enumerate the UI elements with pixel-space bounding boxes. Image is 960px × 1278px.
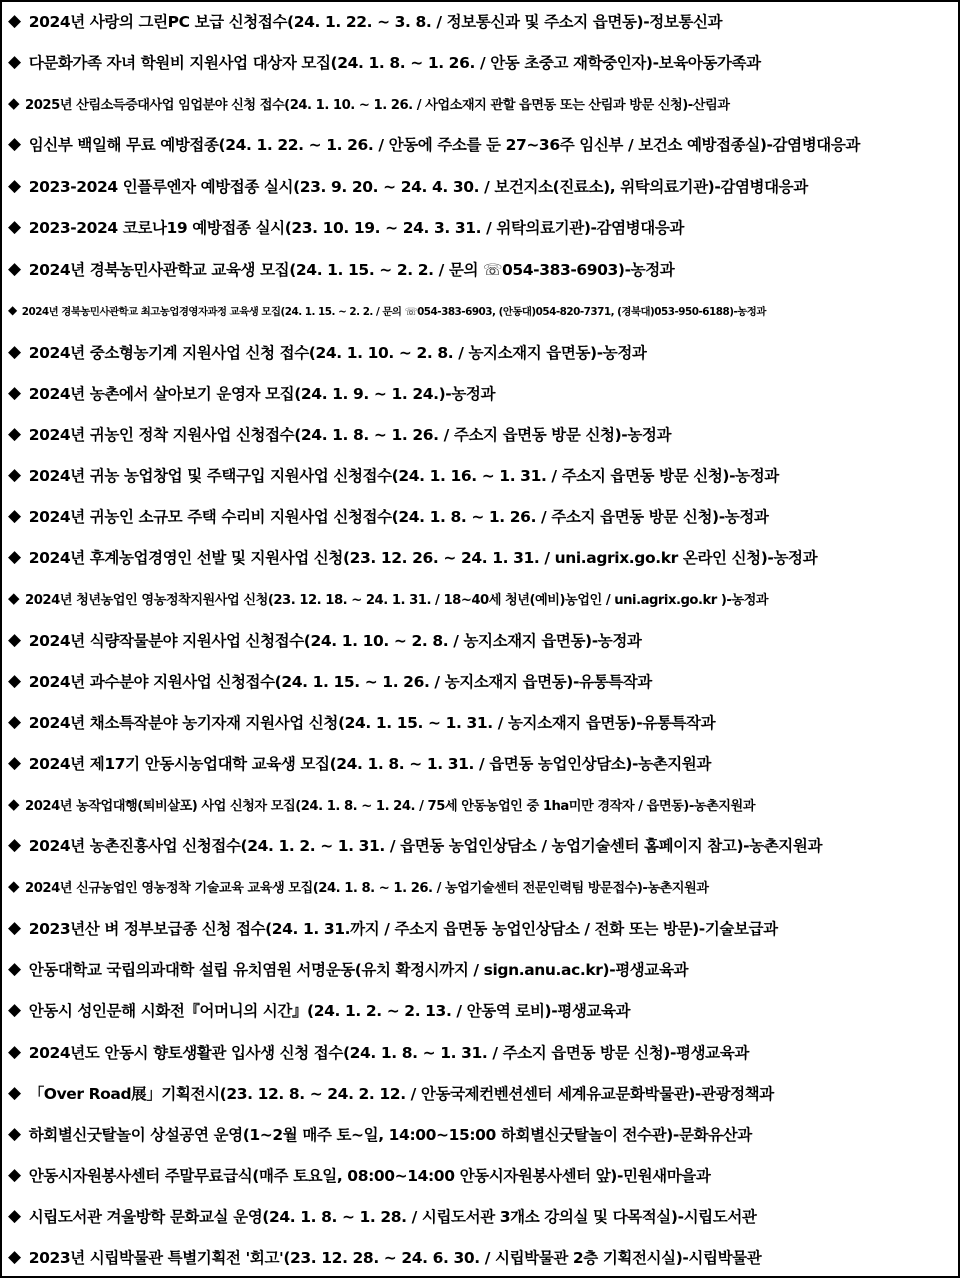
- notice-text: 2024년도 안동시 향토생활관 입사생 신청 접수(24. 1. 8. ~ 1. 31. / 주소지 읍면동 방문 신청)-평생교육과: [28, 1044, 749, 1062]
- notice-text: 2024년 귀농 농업창업 및 주택구입 지원사업 신청접수(24. 1. 16. ~ 1. 31. / 주소지 읍면동 방문 신청)-농정과: [28, 467, 779, 485]
- diamond-bullet-icon: ◆: [8, 1165, 21, 1185]
- diamond-bullet-icon: ◆: [8, 630, 21, 650]
- notice-text: 시립도서관 겨울방학 문화교실 운영(24. 1. 8. ~ 1. 28. / 시립도서관 3개소 강의실 및 다목적실)-시립도서관: [28, 1208, 757, 1226]
- notice-item: [8, 1160, 954, 1190]
- notice-item: [8, 501, 954, 531]
- notice-text: 다문화가족 자녀 학원비 지원사업 대상자 모집(24. 1. 8. ~ 1. 26. / 안동 초중고 재학중인자)-보육아동가족과: [28, 54, 761, 72]
- notice-item: [8, 47, 954, 77]
- notice-text: 2024년 과수분야 지원사업 신청접수(24. 1. 15. ~ 1. 26. / 농지소재지 읍면동)-유통특작과: [28, 673, 652, 691]
- notice-item: [8, 789, 954, 819]
- diamond-bullet-icon: ◆: [8, 795, 20, 813]
- notice-text: 2024년 귀농인 소규모 주택 수리비 지원사업 신청접수(24. 1. 8. ~ 1. 26. / 주소지 읍면동 방문 신청)-농정과: [28, 508, 769, 526]
- notice-item: [8, 1201, 954, 1231]
- notice-item: [8, 995, 954, 1025]
- notice-text: 2024년 후계농업경영인 선발 및 지원사업 신청(23. 12. 26. ~ 24. 1. 31. / uni.agrix.go.kr 온라인 신청)-농정과: [28, 549, 818, 567]
- diamond-bullet-icon: ◆: [8, 303, 17, 317]
- notice-text: 2024년 경북농민사관학교 최고농업경영자과정 교육생 모집(24. 1. 15. ~ 2. 2. / 문의 ☏054-383-6903, (안동대)054-820-7371, (경북대)053-950-6188)-농정과: [21, 305, 766, 318]
- notice-text: 2024년 제17기 안동시농업대학 교육생 모집(24. 1. 8. ~ 1. 31. / 읍면동 농업인상담소)-농촌지원과: [28, 755, 711, 773]
- notice-item: [8, 583, 954, 613]
- notice-item: [8, 542, 954, 572]
- notice-text: 안동시자원봉사센터 주말무료급식(매주 토요일, 08:00~14:00 안동시자원봉사센터 앞)-민원새마을과: [28, 1167, 711, 1185]
- notice-item: [8, 666, 954, 696]
- notice-text: 안동시 성인문해 시화전『어머니의 시간』(24. 1. 2. ~ 2. 13. / 안동역 로비)-평생교육과: [28, 1002, 631, 1020]
- diamond-bullet-icon: ◆: [8, 506, 21, 526]
- notice-text: 2024년 중소형농기계 지원사업 신청 접수(24. 1. 10. ~ 2. 8. / 농지소재지 읍면동)-농정과: [28, 344, 647, 362]
- notice-text: 2024년 사랑의 그린PC 보급 신청접수(24. 1. 22. ~ 3. 8. / 정보통신과 및 주소지 읍면동)-정보통신과: [28, 13, 723, 31]
- notice-item: [8, 830, 954, 860]
- diamond-bullet-icon: ◆: [8, 342, 21, 362]
- notice-text: 안동대학교 국립의과대학 설립 유치염원 서명운동(유치 확정시까지 / sign.anu.ac.kr)-평생교육과: [28, 961, 689, 979]
- notice-item: [8, 954, 954, 984]
- diamond-bullet-icon: ◆: [8, 1206, 21, 1226]
- diamond-bullet-icon: ◆: [8, 547, 21, 567]
- notice-item: [8, 707, 954, 737]
- notice-item: [8, 129, 954, 159]
- notice-item: [8, 625, 954, 655]
- notice-item: [8, 212, 954, 242]
- notice-text: 2024년 귀농인 정착 지원사업 신청접수(24. 1. 8. ~ 1. 26. / 주소지 읍면동 방문 신청)-농정과: [28, 426, 672, 444]
- diamond-bullet-icon: ◆: [8, 1000, 21, 1020]
- notice-text: 2024년 농작업대행(퇴비살포) 사업 신청자 모집(24. 1. 8. ~ 1. 24. / 75세 안동농업인 중 1ha미만 경작자 / 읍면동)-농촌지원과: [25, 798, 756, 814]
- notice-item: [8, 295, 954, 325]
- notice-text: 2024년 식량작물분야 지원사업 신청접수(24. 1. 10. ~ 2. 8. / 농지소재지 읍면동)-농정과: [28, 632, 642, 650]
- notice-text: 2023-2024 코로나19 예방접종 실시(23. 10. 19. ~ 24. 3. 31. / 위탁의료기관)-감염병대응과: [28, 219, 684, 237]
- diamond-bullet-icon: ◆: [8, 176, 21, 196]
- notice-text: 2023년산 벼 정부보급종 신청 접수(24. 1. 31.까지 / 주소지 읍면동 농업인상담소 / 전화 또는 방문)-기술보급과: [28, 920, 778, 938]
- notice-text: 2023-2024 인플루엔자 예방접종 실시(23. 9. 20. ~ 24. 4. 30. / 보건지소(진료소), 위탁의료기관)-감염병대응과: [28, 178, 808, 196]
- diamond-bullet-icon: ◆: [8, 134, 21, 154]
- diamond-bullet-icon: ◆: [8, 11, 21, 31]
- diamond-bullet-icon: ◆: [8, 1247, 21, 1267]
- notice-item: [8, 1037, 954, 1067]
- diamond-bullet-icon: ◆: [8, 383, 21, 403]
- notice-text: 「Over Road展」기획전시(23. 12. 8. ~ 24. 2. 12. / 안동국제컨벤션센터 세계유교문화박물관)-관광정책과: [28, 1085, 774, 1103]
- notice-item: [8, 171, 954, 201]
- notice-text: 2023년 시립박물관 특별기획전 '회고'(23. 12. 28. ~ 24. 6. 30. / 시립박물관 2층 기획전시실)-시립박물관: [28, 1249, 762, 1267]
- diamond-bullet-icon: ◆: [8, 259, 21, 279]
- notice-text: 2024년 청년농업인 영농정착지원사업 신청(23. 12. 18. ~ 24. 1. 31. / 18~40세 청년(예비)농업인 / uni.agrix.go.kr )-농정과: [25, 592, 769, 608]
- diamond-bullet-icon: ◆: [8, 424, 21, 444]
- notice-item: [8, 88, 954, 118]
- notice-text: 2024년 농촌에서 살아보기 운영자 모집(24. 1. 9. ~ 1. 24.)-농정과: [28, 385, 496, 403]
- notice-text: 2024년 신규농업인 영농정착 기술교육 교육생 모집(24. 1. 8. ~ 1. 26. / 농업기술센터 전문인력팀 방문접수)-농촌지원과: [25, 880, 709, 896]
- diamond-bullet-icon: ◆: [8, 94, 20, 112]
- diamond-bullet-icon: ◆: [8, 217, 21, 237]
- diamond-bullet-icon: ◆: [8, 465, 21, 485]
- notice-item: [8, 1078, 954, 1108]
- notice-text: 2024년 채소특작분야 농기자재 지원사업 신청(24. 1. 15. ~ 1. 31. / 농지소재지 읍면동)-유통특작과: [28, 714, 716, 732]
- notice-item: [8, 1119, 954, 1149]
- notice-text: 2024년 농촌진흥사업 신청접수(24. 1. 2. ~ 1. 31. / 읍면동 농업인상담소 / 농업기술센터 홈페이지 참고)-농촌지원과: [28, 837, 823, 855]
- diamond-bullet-icon: ◆: [8, 589, 20, 607]
- diamond-bullet-icon: ◆: [8, 1124, 21, 1144]
- notice-text: 임신부 백일해 무료 예방접종(24. 1. 22. ~ 1. 26. / 안동에 주소를 둔 27~36주 임신부 / 보건소 예방접종실)-감염병대응과: [28, 136, 860, 154]
- diamond-bullet-icon: ◆: [8, 671, 21, 691]
- notice-text: 하회별신굿탈놀이 상설공연 운영(1~2월 매주 토~일, 14:00~15:00 하회별신굿탈놀이 전수관)-문화유산과: [28, 1126, 752, 1144]
- diamond-bullet-icon: ◆: [8, 959, 21, 979]
- diamond-bullet-icon: ◆: [8, 877, 20, 895]
- diamond-bullet-icon: ◆: [8, 835, 21, 855]
- notice-item: [8, 460, 954, 490]
- notice-item: [8, 337, 954, 367]
- notice-item: [8, 254, 954, 284]
- diamond-bullet-icon: ◆: [8, 1083, 21, 1103]
- notice-item: [8, 1242, 954, 1272]
- notice-item: [8, 419, 954, 449]
- notice-item: [8, 378, 954, 408]
- diamond-bullet-icon: ◆: [8, 712, 21, 732]
- notice-item: [8, 913, 954, 943]
- notice-text: 2025년 산림소득증대사업 임업분야 신청 접수(24. 1. 10. ~ 1. 26. / 사업소재지 관할 읍면동 또는 산림과 방문 신청)-산림과: [25, 97, 730, 113]
- notice-item: [8, 871, 954, 901]
- diamond-bullet-icon: ◆: [8, 918, 21, 938]
- notice-text: 2024년 경북농민사관학교 교육생 모집(24. 1. 15. ~ 2. 2. / 문의 ☏054-383-6903)-농정과: [28, 261, 675, 279]
- notice-item: [8, 6, 954, 36]
- diamond-bullet-icon: ◆: [8, 1042, 21, 1062]
- notice-item: [8, 748, 954, 778]
- diamond-bullet-icon: ◆: [8, 52, 21, 72]
- diamond-bullet-icon: ◆: [8, 753, 21, 773]
